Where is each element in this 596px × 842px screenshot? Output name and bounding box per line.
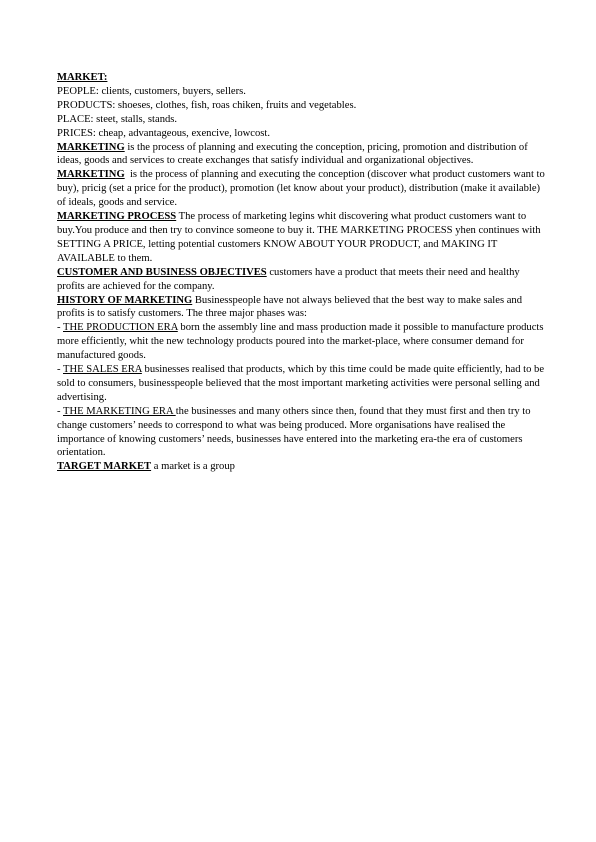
document-body	[57, 71, 548, 474]
production-era-paragraph	[57, 321, 545, 363]
history-text: Businesspeople have not always believed that the best way to make sales and profits is to satisfy customers. The three major phases was:	[57, 294, 523, 320]
sales-era-paragraph	[57, 363, 545, 405]
history-paragraph	[57, 294, 545, 322]
production-era-text: born the assembly line and mass production made it possible to manufacture products more efficiently, whit the new technology products poured into the market-place, where consumer demand for manufactured goods.	[57, 322, 544, 362]
target-market-text: a market is a group	[151, 461, 235, 473]
objectives-text: customers have a product that meets their need and healthy profits are achieved for the company.	[57, 266, 520, 292]
marketing-text-2: is the process of planning and executing the conception (discover what product customers want to buy), pricig (set a price for the product), promotion (let know about your product), distribution (make it available) of ideals, goods and service.	[57, 169, 548, 209]
sales-era-term: THE SALES ERA	[63, 364, 142, 376]
marketing-term-1: MARKETING	[57, 141, 125, 153]
objectives-paragraph	[57, 266, 545, 294]
target-market-term: TARGET MARKET	[57, 461, 152, 473]
market-heading: MARKET:	[57, 72, 108, 83]
place-line: PLACE: steet, stalls, stands.	[57, 113, 178, 125]
prices-line: PRICES: cheap, advantageous, exencive, lowcost.	[57, 127, 270, 139]
marketing-definition-2	[57, 168, 548, 210]
marketing-text-1: is the process of planning and executing the conception, pricing, promotion and distribution of ideas, goods and services to create exchanges that satisfy individual and organizational objectives.	[57, 141, 528, 167]
marketing-era-term: THE MARKETING ERA	[63, 405, 176, 417]
marketing-process-text: The process of marketing legins whit discovering what product customers want to buy.You produce and then try to convince someone to buy it. THE MARKETING PROCESS yhen continues with SETTING A PRICE, letting potential customers KNOW ABOUT YOUR PRODUCT, and MAKING IT AVAILABLE to them.	[57, 211, 541, 264]
sales-era-dash: -	[57, 364, 63, 376]
people-line: PEOPLE: clients, customers, buyers, sellers.	[57, 85, 246, 97]
marketing-era-dash: -	[57, 405, 63, 417]
marketing-era-paragraph	[57, 405, 545, 461]
history-term: HISTORY OF MARKETING	[57, 294, 193, 306]
target-market-paragraph	[57, 460, 545, 474]
production-era-term: THE PRODUCTION ERA	[63, 322, 178, 334]
objectives-term: CUSTOMER AND BUSINESS OBJECTIVES	[57, 266, 267, 278]
marketing-process-term: MARKETING PROCESS	[57, 211, 177, 223]
marketing-definition-1	[57, 141, 545, 169]
sales-era-text: businesses realised that products, which by this time could be made quite efficiently, had to be sold to consumers, businesspeople believed that the most important marketing activities were personal selling and advertising.	[57, 364, 545, 403]
marketing-process-paragraph	[57, 210, 545, 266]
marketing-term-2: MARKETING	[57, 169, 125, 181]
marketing-era-text: the businesses and many others since then, found that they must first and then try to change customers’ needs to correspond to what was being produced. More organisations have realised the importance of knowing customers’ needs, businesses have entered into the marketing era-the era of customers orientation.	[57, 405, 531, 459]
production-era-dash: -	[57, 322, 63, 334]
market-heading-line	[57, 71, 545, 85]
products-line: PRODUCTS: shoeses, clothes, fish, roas chiken, fruits and vegetables.	[57, 99, 357, 111]
